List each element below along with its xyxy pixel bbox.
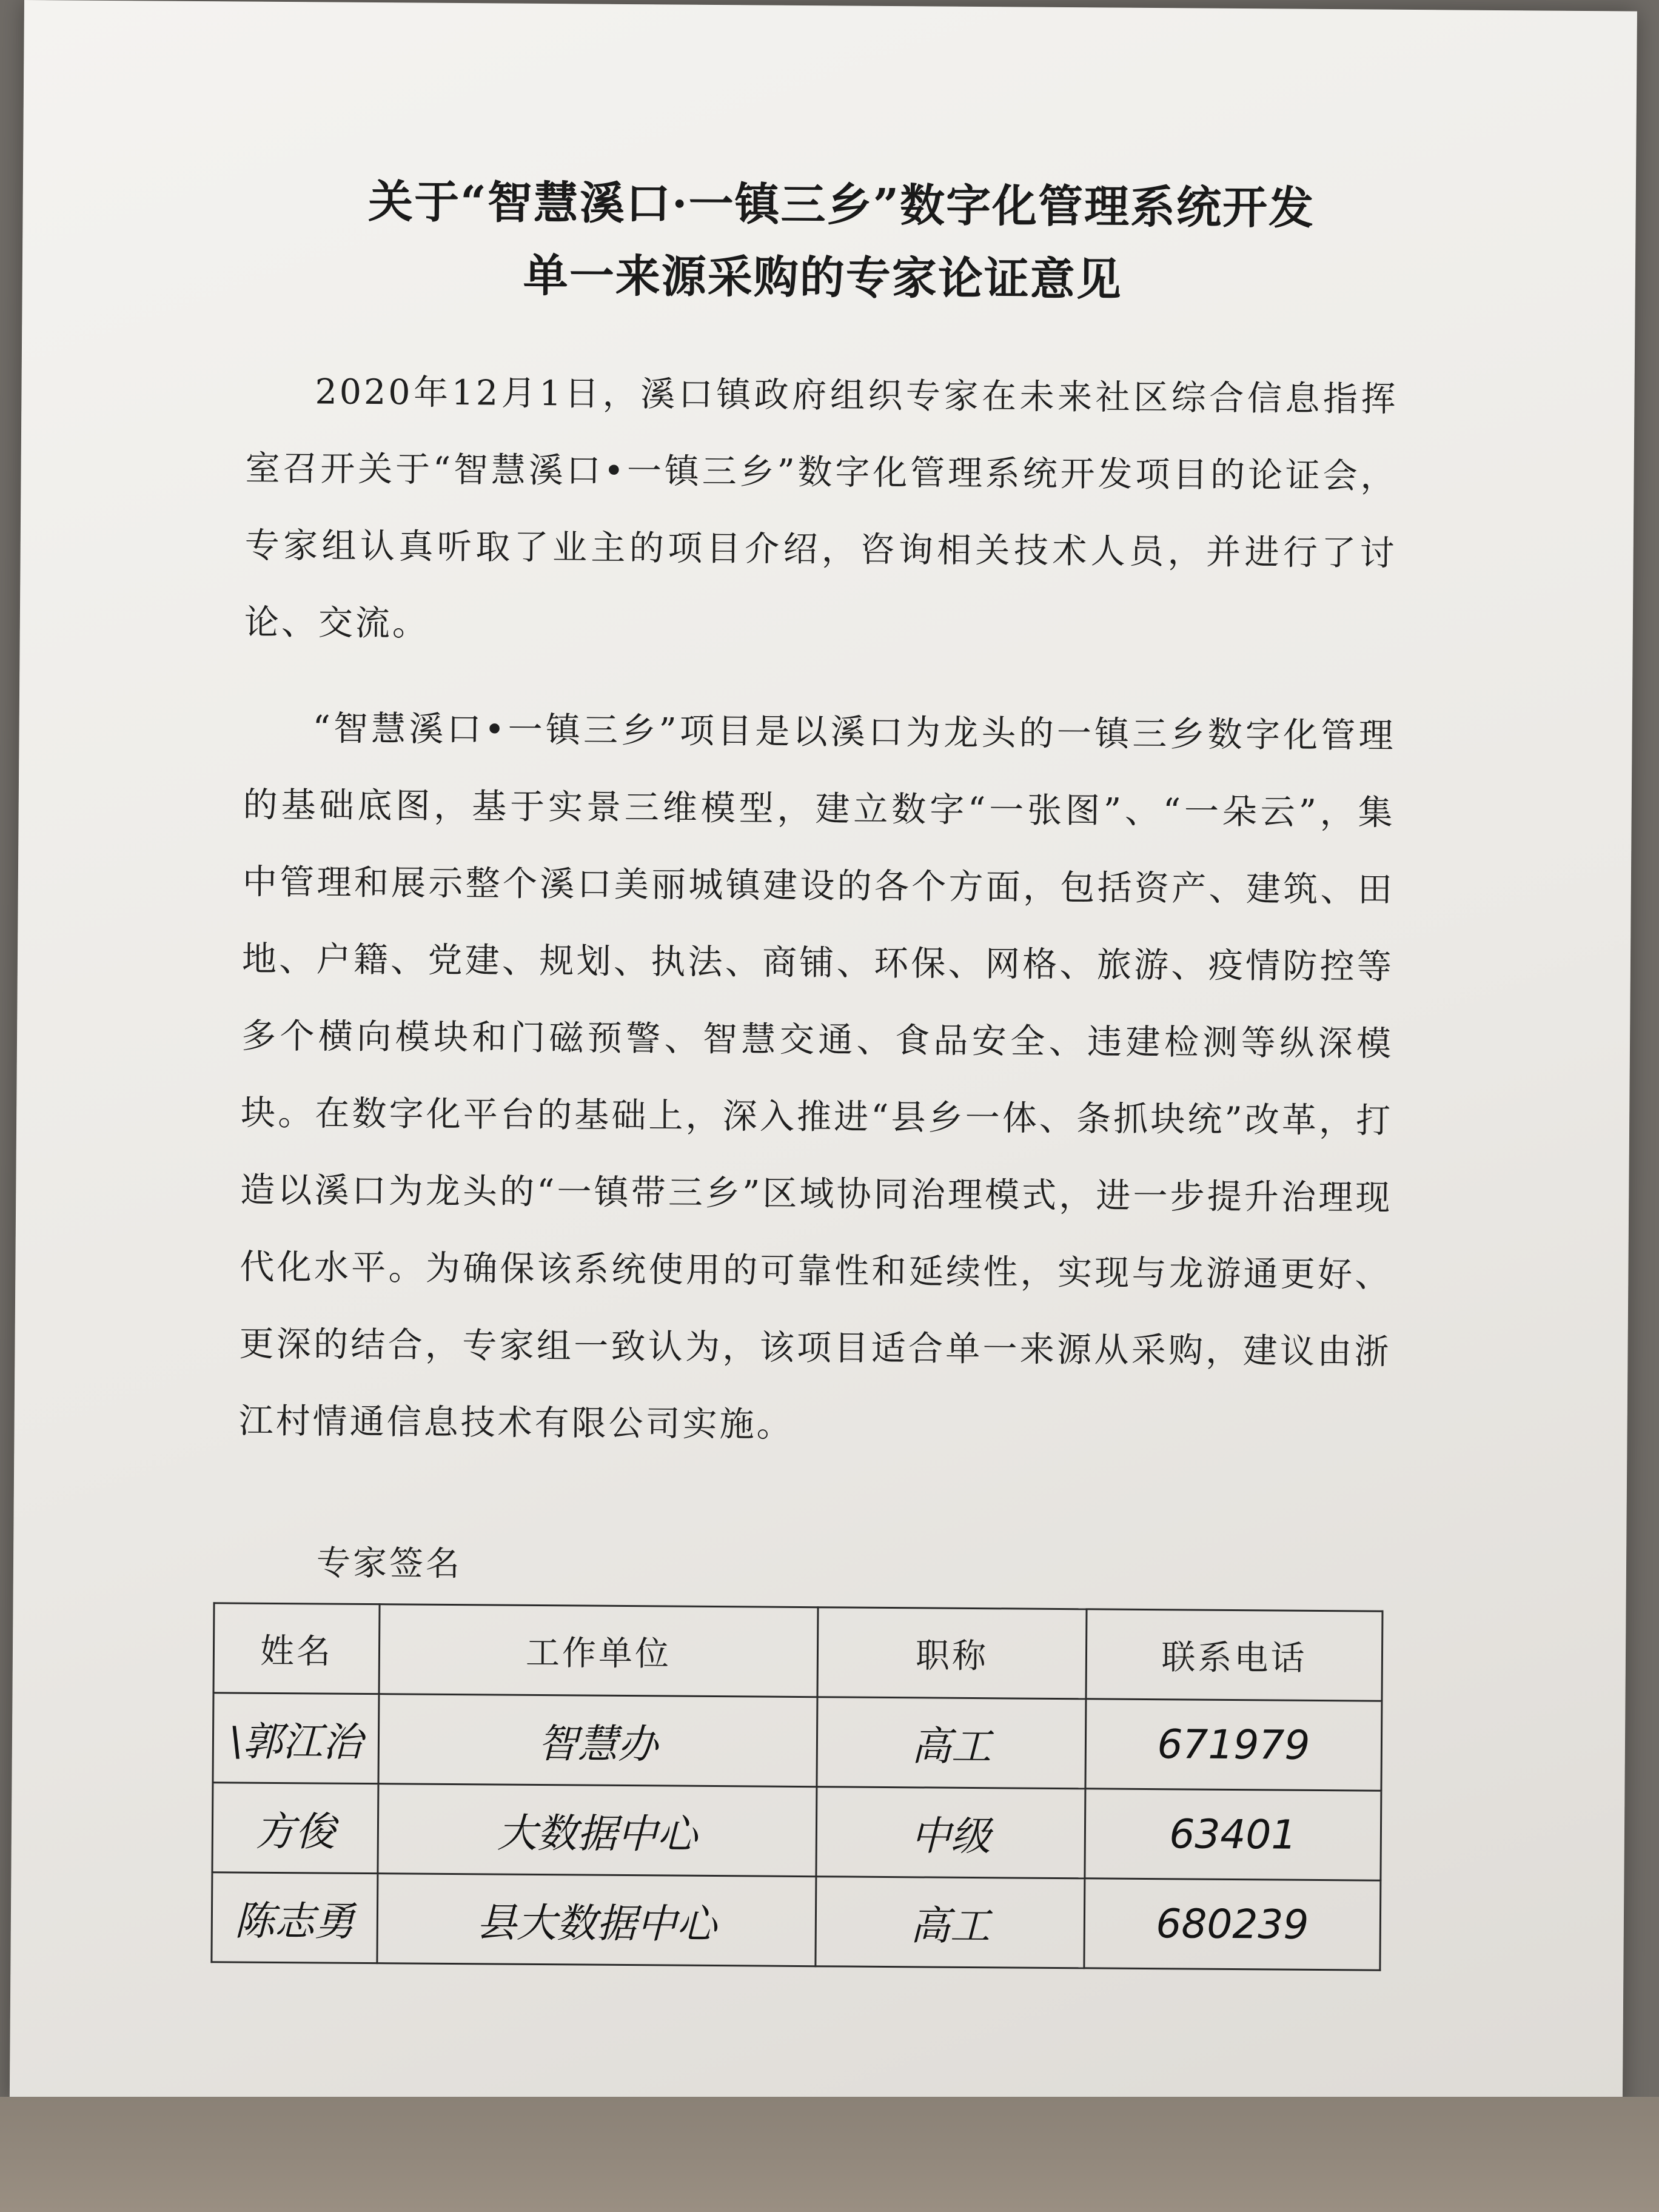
- table-header-row: [213, 1603, 1382, 1701]
- cell-name: 陈志勇: [212, 1872, 378, 1963]
- header-name: 姓名: [213, 1603, 380, 1694]
- table-row: [213, 1693, 1382, 1791]
- paragraph-project-description: “智慧溪口•一镇三乡”项目是以溪口为龙头的一镇三乡数字化管理的基础底图，基于实景三维模型，建立数字“一张图”、“一朵云”，集中管理和展示整个溪口美丽城镇建设的各个方面，包括资产、建筑、田地、户籍、党建、规划、执法、商铺、环保、网格、旅游、疫情防控等多个横向模块和门磁预警、智慧交通、食品安全、违建检测等纵深模块。在数字化平台的基础上，深入推进“县乡一体、条抓块统”改革，打造以溪口为龙头的“一镇带三乡”区域协同治理模式，进一步提升治理现代化水平。为确保该系统使用的可靠性和延续性，实现与龙游通更好、更深的结合，专家组一致认为，该项目适合单一来源从采购，建议由浙江村情通信息技术有限公司实施。: [238, 708, 1396, 1445]
- cell-name: 方俊: [212, 1783, 378, 1874]
- table-row: [212, 1872, 1381, 1970]
- cell-work-unit: 县大数据中心: [377, 1874, 816, 1966]
- cell-phone: 63401: [1085, 1789, 1381, 1880]
- document-page: [10, 0, 1637, 2115]
- cell-title: 中级: [816, 1787, 1085, 1879]
- cell-phone: 671979: [1085, 1699, 1382, 1791]
- table-row: [212, 1783, 1381, 1880]
- cell-name: \郭江治: [213, 1693, 379, 1784]
- cell-title: 高工: [817, 1697, 1086, 1789]
- cell-work-unit: 大数据中心: [378, 1784, 817, 1877]
- expert-signature-table: [210, 1602, 1383, 1971]
- header-phone: 联系电话: [1086, 1609, 1382, 1701]
- paragraph-meeting-summary: 2020年12月1日，溪口镇政府组织专家在未来社区综合信息指挥室召开关于“智慧溪口•一镇三乡”数字化管理系统开发项目的论证会，专家组认真听取了业主的项目介绍，咨询相关技术人员，并进行了讨论、交流。: [244, 372, 1398, 644]
- signature-label: 专家签名: [316, 1543, 463, 1584]
- document-title-line-2: 单一来源采购的专家论证意见: [523, 249, 1123, 306]
- cell-work-unit: 智慧办: [378, 1694, 817, 1787]
- document-title-line-1: 关于“智慧溪口·一镇三乡”数字化管理系统开发: [367, 175, 1315, 235]
- cell-phone: 680239: [1084, 1879, 1381, 1970]
- cell-title: 高工: [816, 1877, 1085, 1968]
- header-title: 职称: [817, 1607, 1087, 1699]
- header-work-unit: 工作单位: [379, 1604, 818, 1697]
- desk-surface: [0, 2097, 1659, 2212]
